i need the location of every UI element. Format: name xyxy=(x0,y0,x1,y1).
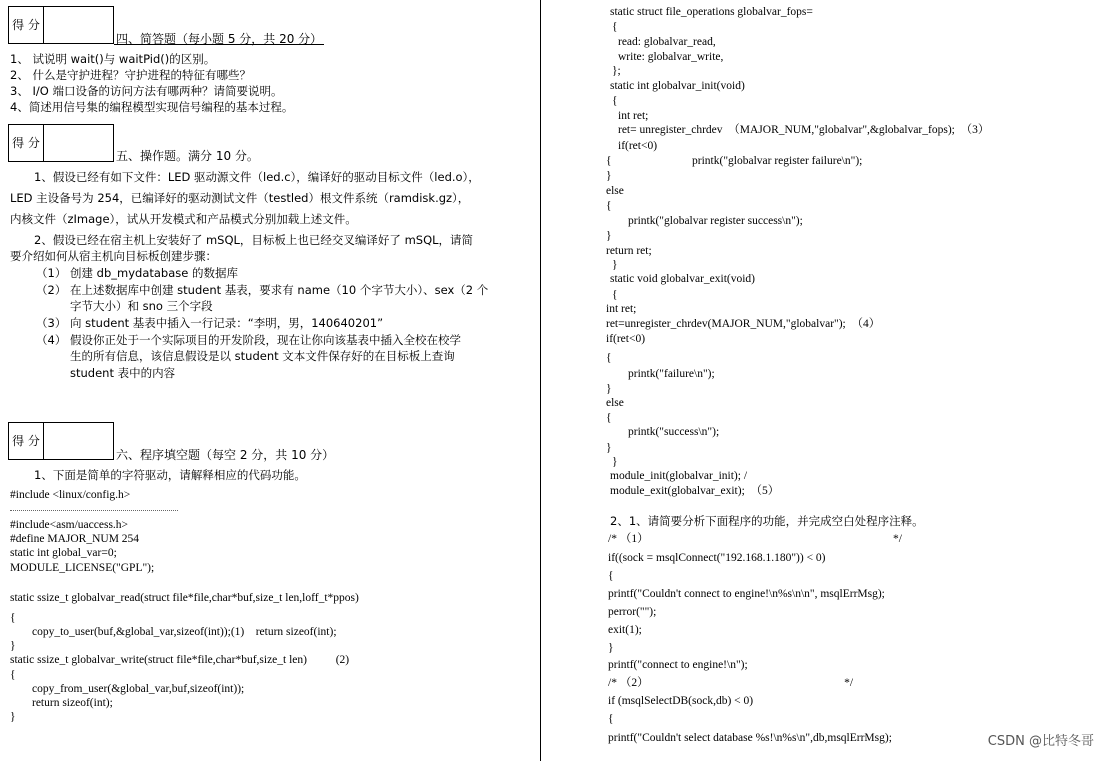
exam-page-right xyxy=(600,0,1108,761)
code-line: { xyxy=(612,21,618,33)
score-blank[interactable] xyxy=(44,7,113,43)
code-line: { xyxy=(606,412,612,424)
step-number: （2） xyxy=(36,283,67,297)
code-line: module_init(globalvar_init); / xyxy=(610,470,748,482)
step-number: （4） xyxy=(36,333,67,347)
code-line: module_exit(globalvar_exit); （5） xyxy=(610,485,780,497)
code-line: read: globalvar_read, xyxy=(618,36,716,48)
section-5-p2-line-1: 2、假设已经在宿主机上安装好了 mSQL，目标板上也已经交叉编译好了 mSQL，请简 xyxy=(34,233,474,247)
code-line: int ret; xyxy=(618,110,649,122)
score-blank[interactable] xyxy=(44,423,113,459)
code-line: } xyxy=(606,383,612,395)
code-line: if((sock = msqlConnect("192.168.1.180")) < 0) xyxy=(608,552,826,564)
step-1-line-1: 创建 db_mydatabase 的数据库 xyxy=(70,266,238,280)
section-6-title: 六、程序填空题（每空 2 分，共 10 分） xyxy=(116,448,335,462)
question-2-intro: 2、1、请简要分析下面程序的功能，并完成空白处程序注释。 xyxy=(610,514,924,528)
code-line: if(ret<0) xyxy=(618,140,658,152)
code-line: perror(""); xyxy=(608,606,657,618)
exam-page-left xyxy=(0,0,540,761)
code-line: return sizeof(int); xyxy=(32,697,113,709)
code-line: else xyxy=(606,185,624,197)
question-4-2: 2、 什么是守护进程？守护进程的特征有哪些？ xyxy=(10,68,251,82)
csdn-watermark: CSDN @比特冬哥 xyxy=(987,734,1094,749)
code-line: printf("Couldn't select database %s!\n%s\n",db,msqlErrMsg); xyxy=(608,732,892,744)
code-line: ret=unregister_chrdev(MAJOR_NUM,"globalvar"); （4） xyxy=(606,318,881,330)
score-box-section-4 xyxy=(8,6,114,44)
code-line: } xyxy=(608,642,614,654)
code-line: printf("connect to engine!\n"); xyxy=(608,659,748,671)
step-number: （1） xyxy=(36,266,67,280)
section-5-p2-line-2: 要介绍如何从宿主机向目标板创建步骤： xyxy=(10,249,217,263)
code-line: { printk("globalvar register failure\n"); xyxy=(606,155,863,167)
code-line: static ssize_t globalvar_write(struct file*file,char*buf,size_t len) (2) xyxy=(10,654,350,666)
step-3-line-1: 向 student 基表中插入一行记录：“李明，男，140640201” xyxy=(70,316,384,330)
code-line: { xyxy=(606,352,612,364)
code-line: } xyxy=(606,442,612,454)
code-line: copy_to_user(buf,&global_var,sizeof(int));(1) return sizeof(int); xyxy=(32,626,337,638)
code-line: printf("Couldn't connect to engine!\n%s\n\n", msqlErrMsg); xyxy=(608,588,885,600)
code-line: write: globalvar_write, xyxy=(618,51,724,63)
step-4-line-1: 假设你正处于一个实际项目的开发阶段，现在让你向该基表中插入全校在校学 xyxy=(70,333,461,347)
code-line: { xyxy=(608,570,614,582)
code-line: static void globalvar_exit(void) xyxy=(610,273,755,285)
dotted-separator xyxy=(10,510,178,511)
step-2-line-2: 字节大小）和 sno 三个字段 xyxy=(70,299,213,313)
code-line: #include<asm/uaccess.h> xyxy=(10,519,129,531)
score-blank[interactable] xyxy=(44,125,113,161)
score-label: 得 分 xyxy=(9,125,44,161)
code-line: } xyxy=(606,230,612,242)
code-line: static int global_var=0; xyxy=(10,547,117,559)
step-2-line-1: 在上述数据库中创建 student 基表，要求有 name（10 个字节大小）、sex（2 个 xyxy=(70,283,489,297)
score-box-section-6 xyxy=(8,422,114,460)
code-line: exit(1); xyxy=(608,624,642,636)
score-label: 得 分 xyxy=(9,7,44,43)
code-line: { xyxy=(612,95,618,107)
score-label: 得 分 xyxy=(9,423,44,459)
code-line: return ret; xyxy=(606,245,652,257)
code-line: static struct file_operations globalvar_fops= xyxy=(610,6,813,18)
code-line: } xyxy=(606,170,612,182)
section-4-title: 四、简答题（每小题 5 分，共 20 分） xyxy=(116,32,323,46)
step-4-line-2: 生的所有信息，该信息假设是以 student 文本文件保存好的在目标板上查询 xyxy=(70,349,455,363)
step-number: （3） xyxy=(36,316,67,330)
section-5-p1-line-3: 内核文件（zImage），试从开发模式和产品模式分别加载上述文件。 xyxy=(10,212,357,226)
score-box-section-5 xyxy=(8,124,114,162)
code-line: #define MAJOR_NUM 254 xyxy=(10,533,140,545)
code-line: /* （2） */ xyxy=(608,677,854,689)
section-5-title: 五、操作题。满分 10 分。 xyxy=(116,149,259,163)
code-line: { xyxy=(10,612,16,624)
code-line: } xyxy=(612,259,618,271)
code-line: #include <linux/config.h> xyxy=(10,489,131,501)
code-line: } xyxy=(10,640,16,652)
code-line: if(ret<0) xyxy=(606,333,646,345)
code-line: }; xyxy=(612,65,621,77)
code-line: } xyxy=(612,456,618,468)
code-line: { xyxy=(10,669,16,681)
page-gutter xyxy=(541,0,599,761)
code-line: MODULE_LICENSE("GPL"); xyxy=(10,562,155,574)
code-line: /* （1） */ xyxy=(608,533,902,545)
question-4-1: 1、 试说明 wait()与 waitPid()的区别。 xyxy=(10,52,216,66)
code-line: else xyxy=(606,397,624,409)
code-line: } xyxy=(10,711,16,723)
code-line: { xyxy=(606,200,612,212)
code-line: printk("failure\n"); xyxy=(628,368,715,380)
section-5-p1-line-1: 1、假设已经有如下文件：LED 驱动源文件（led.c），编译好的驱动目标文件（led.o）， xyxy=(34,170,480,184)
code-line: { xyxy=(608,713,614,725)
code-line: copy_from_user(&global_var,buf,sizeof(int)); xyxy=(32,683,245,695)
question-4-3: 3、 I/O 端口设备的访问方法有哪两种？请简要说明。 xyxy=(10,84,283,98)
code-line: int ret; xyxy=(606,303,637,315)
code-line: ret= unregister_chrdev （MAJOR_NUM,"globalvar",&globalvar_fops); （3） xyxy=(618,124,990,136)
step-4-line-3: student 表中的内容 xyxy=(70,366,176,380)
code-line: static int globalvar_init(void) xyxy=(610,80,745,92)
section-5-p1-line-2: LED 主设备号为 254，已编译好的驱动测试文件（testled）根文件系统（ramdisk.gz）， xyxy=(10,191,470,205)
code-line: printk("globalvar register success\n"); xyxy=(628,215,803,227)
section-6-intro: 1、下面是简单的字符驱动，请解释相应的代码功能。 xyxy=(34,468,306,482)
question-4-4: 4、简述用信号集的编程模型实现信号编程的基本过程。 xyxy=(10,100,294,114)
code-line: printk("success\n"); xyxy=(628,426,720,438)
code-line: if (msqlSelectDB(sock,db) < 0) xyxy=(608,695,754,707)
code-line: { xyxy=(612,289,618,301)
code-line: static ssize_t globalvar_read(struct file*file,char*buf,size_t len,loff_t*ppos) xyxy=(10,592,359,604)
